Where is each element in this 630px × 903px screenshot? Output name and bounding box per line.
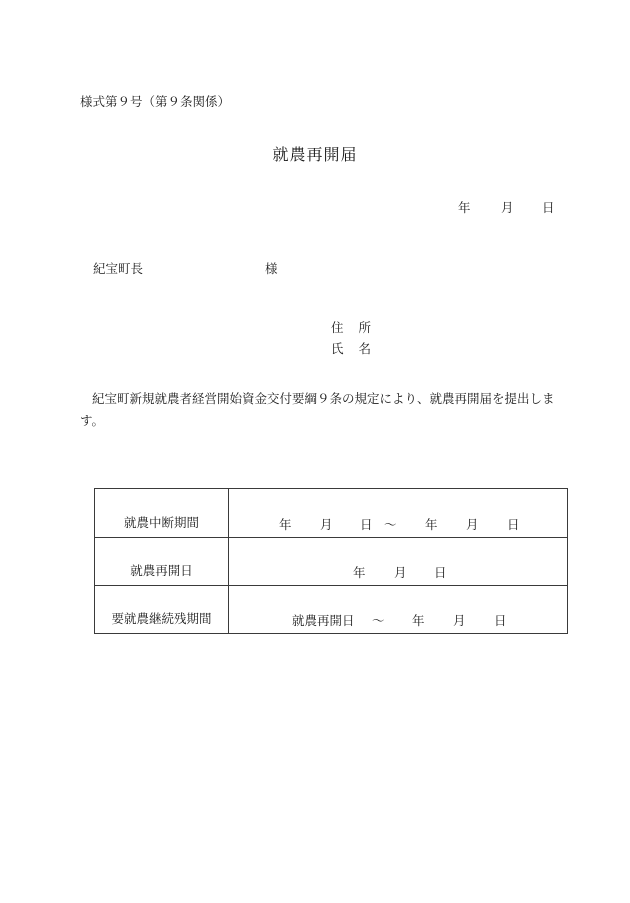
- row-label-resume-date: 就農再開日: [95, 538, 229, 586]
- value-year: 年: [353, 564, 366, 580]
- honorific: 様: [265, 261, 278, 276]
- date-day-label: 日: [542, 200, 555, 215]
- document-title: 就農再開届: [272, 145, 358, 164]
- value-year: 年: [279, 516, 292, 532]
- value-resume-date: 就農再開日: [292, 612, 355, 628]
- table-row: [95, 489, 568, 538]
- row-label-suspension-period: 就農中断期間: [95, 489, 229, 538]
- value-day: 日: [507, 516, 520, 532]
- value-day: 日: [494, 612, 507, 628]
- value-day: 日: [360, 516, 373, 532]
- applicant-address-label: [331, 322, 371, 335]
- address-label-char-2: 所: [358, 320, 372, 335]
- value-year: 年: [412, 612, 425, 628]
- date-year-label: 年: [458, 200, 471, 215]
- name-label-char-2: 名: [358, 341, 372, 356]
- value-tilde: ～: [372, 612, 385, 628]
- date-month-label: 月: [501, 200, 514, 215]
- value-tilde: ～: [384, 516, 397, 532]
- farming-period-table: [94, 488, 568, 634]
- value-month: 月: [394, 564, 407, 580]
- row-label-remaining-period: 要就農継続残期間: [95, 586, 229, 634]
- value-year: 年: [425, 516, 438, 532]
- address-label-char-1: 住: [331, 320, 344, 335]
- resume-date-value: [229, 538, 568, 586]
- value-month: 月: [466, 516, 479, 532]
- value-day: 日: [434, 564, 447, 580]
- applicant-name-label: [331, 343, 371, 356]
- suspension-period-value: [229, 489, 568, 538]
- value-month: 月: [453, 612, 466, 628]
- remaining-period-value: [229, 586, 568, 634]
- addressee: 紀宝町長: [93, 261, 144, 276]
- table-row: [95, 538, 568, 586]
- form-number: 様式第９号（第９条関係）: [80, 94, 231, 109]
- name-label-char-1: 氏: [331, 341, 344, 356]
- table-row: [95, 586, 568, 634]
- body-text: 紀宝町新規就農者経営開始資金交付要綱９条の規定により、就農再開届を提出します。: [80, 391, 555, 428]
- value-month: 月: [320, 516, 333, 532]
